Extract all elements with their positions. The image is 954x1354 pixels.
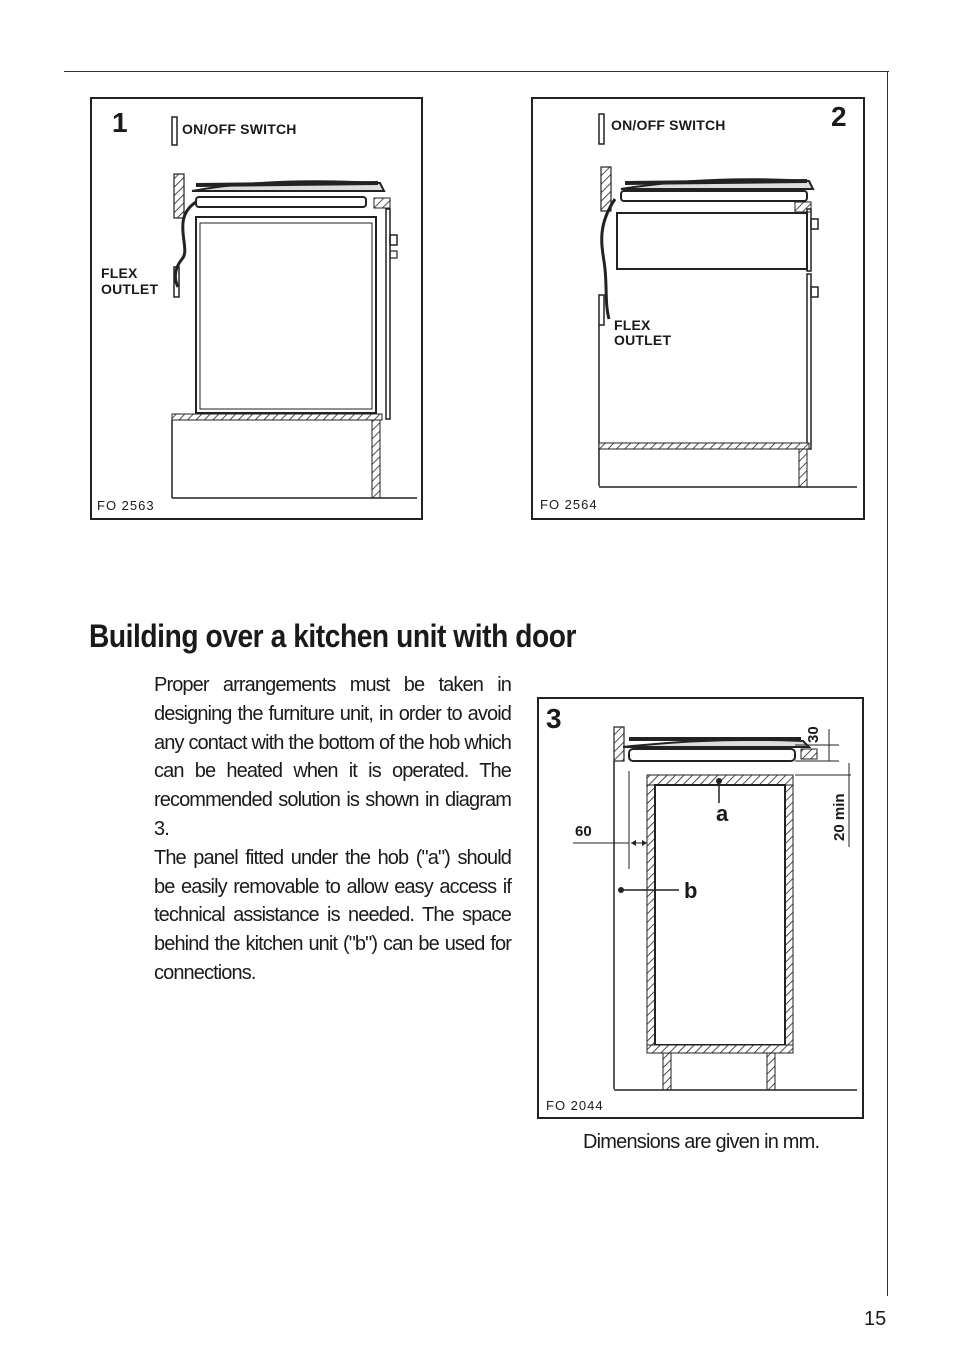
figure-2-outlet-label-2: OUTLET bbox=[614, 332, 672, 348]
figure-1-outlet-label-1: FLEX bbox=[101, 265, 138, 281]
figure-3-drawing bbox=[539, 699, 864, 1119]
figure-1-switch-label: ON/OFF SWITCH bbox=[182, 121, 297, 137]
figure-3-number: 3 bbox=[546, 703, 562, 734]
section-title: Building over a kitchen unit with door bbox=[89, 618, 577, 654]
body-paragraph-2: The panel fitted under the hob ("a") should be easily removable to allow easy access if technical assistance is needed. The space behind the kitchen unit ("b") can be used for connections. bbox=[154, 846, 511, 984]
dimension-20min-label: 20 min bbox=[831, 793, 848, 841]
page-number: 15 bbox=[864, 1308, 887, 1330]
right-margin-rule bbox=[887, 71, 888, 1296]
figure-2-code: FO 2564 bbox=[540, 497, 598, 512]
figure-2 bbox=[531, 97, 865, 520]
figure-1-number: 1 bbox=[112, 107, 128, 138]
dimension-30-label: 30 bbox=[805, 726, 822, 743]
figure-1-drawing bbox=[92, 99, 423, 520]
top-rule bbox=[64, 71, 889, 72]
figure-3-code: FO 2044 bbox=[546, 1098, 604, 1113]
figure-3 bbox=[537, 697, 864, 1119]
figure-2-outlet-label-1: FLEX bbox=[614, 317, 651, 333]
figure-2-drawing bbox=[533, 99, 865, 520]
figure-1-code: FO 2563 bbox=[97, 498, 155, 513]
body-paragraph-1: Proper arrangements must be taken in designing the furniture unit, in order to avoid any contact with the bottom of the hob which can be heated when it is operated. The recommended solution is shown in diagram 3. bbox=[154, 674, 511, 840]
body-text bbox=[154, 671, 511, 988]
figure-2-switch-label: ON/OFF SWITCH bbox=[611, 117, 726, 133]
figure-2-number: 2 bbox=[831, 101, 847, 132]
figure-1 bbox=[90, 97, 423, 520]
figure-1-outlet-label-2: OUTLET bbox=[101, 281, 159, 297]
dimension-60-label: 60 bbox=[575, 823, 592, 840]
marker-a: a bbox=[716, 801, 729, 826]
marker-b: b bbox=[684, 878, 698, 903]
dimensions-caption: Dimensions are given in mm. bbox=[583, 1131, 820, 1153]
